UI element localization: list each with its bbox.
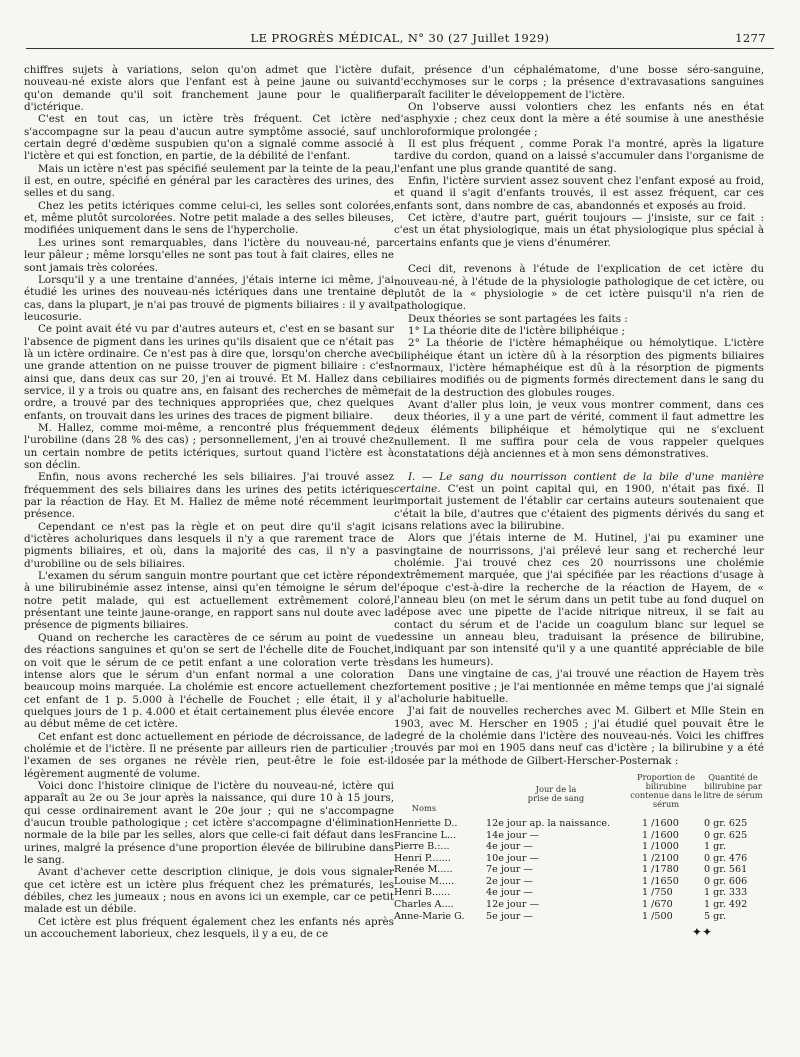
paragraph: Voici donc l'histoire clinique de l'ictère du nouveau-né, ictère qui apparaît au 2e ou 3e jour après la naissance, qui dure 10 à 15 jours, qui cesse ordinairement avant le 20e jour ; qui ne s'accompagne d'aucun trouble pathologique ; cet ictère s'accompagne d'élimination normale de la bile par les selles, alors que celle-ci fait défaut dans les urines, malgré la présence d'une proportion élevée de bilirubine dans le sang. xyxy=(24,779,394,866)
table-row xyxy=(394,853,764,865)
cell-day: 12e jour ap. la naissance. xyxy=(486,817,611,829)
cell-name: Henri P....... xyxy=(394,852,451,864)
cell-day: 7e jour — xyxy=(486,864,533,876)
paragraph: 2° La théorie de l'ictère hémaphéique ou hémolytique. L'ictère biliphéique étant un ictère dû à la résorption des pigments biliaires normaux, l'ictère hémaphéique est dû à la résorption de pigments biliaires modifiés ou de pigments formés directement dans le sang du fait de la destruction des globules rouges. xyxy=(394,337,764,399)
paragraph: chiffres sujets à variations, selon qu'on admet que l'ictère du nouveau-né existe alors que l'enfant est à peine jaune ou suivant qu'on demande qu'il soit franchement jaune pour le qualifier d'ictérique. xyxy=(24,64,394,114)
table-row xyxy=(394,911,764,923)
paragraph: J'ai fait de nouvelles recherches avec M. Gilbert et Mlle Stein en 1903, avec M. Herscher en 1905 ; j'ai étudié quel pouvait être le degré de la cholémie dans l'ictère des nouveau-nés. Voici les chiffres trouvés par moi en 1905 dans neuf cas d'ictère ; la bilirubine y a été dosée par la méthode de Gilbert-Herscher-Posternak : xyxy=(394,705,764,767)
paragraph: Quand on recherche les caractères de ce sérum au point de vue des réactions sanguines et qu'on se sert de l'échelle dite de Fouchet, on voit que le sérum de ce petit enfant a une coloration verte très intense alors que le sérum d'un enfant normal a une coloration beaucoup moins marquée. La cholémie est encore actuellement chez cet enfant de 1 p. 5.000 à l'échelle de Fouchet ; elle était, il y a quelques jours de 1 p. 4.000 et était certainement plus élevée encore au début même de cet ictère. xyxy=(24,631,394,731)
cell-quantity: 1 gr. 492 xyxy=(704,899,748,911)
paragraph: M. Hallez, comme moi-même, a rencontré plus fréquemment de l'urobiline (dans 28 % des cas) ; personnellement, j'en ai trouvé chez un certain nombre de petits ictériques, surtout quand l'ictère est à son déclin. xyxy=(24,421,394,471)
table-header xyxy=(394,773,764,818)
paragraph: On l'observe aussi volontiers chez les enfants nés en état d'asphyxie ; chez ceux dont la mère a été soumise à une anesthésie chloroformique prolongée ; xyxy=(394,101,764,138)
paragraph: Avant d'achever cette description clinique, je dois vous signaler que cet ictère est un ictère plus fréquent chez les prématurés, les débiles, chez les jumeaux ; nous en avons ici un exemple, car ce petit malade est un débile. xyxy=(24,866,394,916)
paragraph: C'est en tout cas, un ictère très fréquent. Cet ictère ne s'accompagne sur la peau d'aucun autre symptôme associé, sauf un certain degré d'œdème suspubien qu'on a signalé comme associé à l'ictère et qui est fonction, en partie, de la débilité de l'enfant. xyxy=(24,113,394,163)
paragraph: fait, présence d'un céphalématome, d'une bosse séro-sanguine, d'ecchymoses sur le corps ; la présence d'extravasations sanguines paraît faciliter le développement de l'ictère. xyxy=(394,64,764,101)
right-paragraphs-mid xyxy=(394,263,764,461)
table-row xyxy=(394,818,764,830)
header-quantity: Quantité de bilirubine par litre de sérum xyxy=(703,771,763,800)
cell-proportion: 1 /1600 xyxy=(642,817,679,829)
cell-day: 12e jour — xyxy=(486,899,540,911)
left-column xyxy=(24,64,394,940)
cell-quantity: 1 gr. xyxy=(704,841,726,853)
cell-quantity: 0 gr. 625 xyxy=(704,829,748,841)
cell-proportion: 1 /2100 xyxy=(642,852,679,864)
right-paragraphs-low xyxy=(394,532,764,767)
cell-day: 10e jour — xyxy=(486,852,540,864)
cell-proportion: 1 /1650 xyxy=(642,875,679,887)
paragraph: Cet ictère est plus fréquent également chez les enfants nés après un accouchement laborieux, chez lesquels, il y a eu, de ce xyxy=(24,915,394,941)
paragraph: Cependant ce n'est pas la règle et on peut dire qu'il s'agit ici d'ictères acholuriques dans lesquels il n'y a que rarement trace de pigments biliaires, et où, dans la majorité des cas, il n'y a pas d'urobiline ou de sels biliaires. xyxy=(24,520,394,570)
paragraph: Enfin, nous avons recherché les sels biliaires. J'ai trouvé assez fréquemment des sels biliaires dans les urines des petits ictériques par la réaction de Hay. Et M. Hallez de même noté récemment leur présence. xyxy=(24,471,394,521)
paragraph: Dans une vingtaine de cas, j'ai trouvé une réaction de Hayem très fortement positive ; je l'ai mentionnée en même temps que j'ai signalé l'acholurie habituelle. xyxy=(394,668,764,705)
table-row xyxy=(394,830,764,842)
cell-day: 14e jour — xyxy=(486,829,540,841)
paragraph: Chez les petits ictériques comme celui-ci, les selles sont colorées, et, même plutôt surcolorées. Notre petit malade a des selles bileuses, modifiées uniquement dans le sens de l'hypercholie. xyxy=(24,199,394,237)
cell-day: 4e jour — xyxy=(486,887,533,899)
right-paragraphs-top xyxy=(394,64,764,249)
running-header xyxy=(26,30,774,49)
paragraph: 1° La théorie dite de l'ictère biliphéique ; xyxy=(408,324,626,337)
cell-quantity: 0 gr. 561 xyxy=(704,864,748,876)
cell-day: 2e jour — xyxy=(486,875,533,887)
header-name: Noms xyxy=(411,802,437,813)
cell-day: 4e jour — xyxy=(486,841,533,853)
cell-proportion: 1 /1780 xyxy=(642,864,679,876)
cell-proportion: 1 /500 xyxy=(642,910,673,922)
paragraph: Enfin, l'ictère survient assez souvent chez l'enfant exposé au froid, et quand il s'agit d'enfants trouvés, il est assez fréquent, car ces enfants sont, dans nombre de cas, abandonnés et exposés au froid. xyxy=(394,175,764,212)
table-body xyxy=(394,818,764,922)
cell-name: Henriette D.. xyxy=(394,817,458,829)
header-day: Jour de la prise de sang xyxy=(527,783,585,803)
table-row xyxy=(394,876,764,888)
paragraph: Cet ictère, d'autre part, guérit toujours — j'insiste, sur ce fait : c'est un état physiologique, mais un état physiologique plus spécial à certains enfants que je viens d'énumérer. xyxy=(394,212,764,249)
cell-name: Anne-Marie G. xyxy=(394,910,465,922)
cell-proportion: 1 /1600 xyxy=(642,829,679,841)
bilirubin-table xyxy=(394,773,764,922)
cell-name: Renée M..... xyxy=(394,864,453,876)
table-row xyxy=(394,887,764,899)
end-mark: ✦✦ xyxy=(691,925,712,940)
paragraph: Il est plus fréquent , comme Porak l'a montré, après la ligature tardive du cordon, quand on a laissé s'accumuler dans l'organisme de l'enfant une plus grande quantité de sang. xyxy=(394,138,764,175)
section-heading-rest: C'est un point capital qui, en 1900, n'était pas fixé. Il importait justement de l'établir car certains auteurs soutenaient que c'était la bile, d'autres que c'étaient des pigments dérivés du sang et sans relations avec la bilirubine. xyxy=(394,483,764,533)
table-row xyxy=(394,864,764,876)
paragraph: Deux théories se sont partagées les faits : xyxy=(408,312,628,325)
paragraph: L'examen du sérum sanguin montre pourtant que cet ictère répond à une bilirubinémie assez intense, ainsi qu'en témoigne le sérum de notre petit malade, qui est actuellement extrêmement coloré, présentant une teinte jaune-orange, en rapport sans nul doute avec la présence de pigments biliaires. xyxy=(24,570,394,632)
cell-day: 5e jour — xyxy=(486,910,533,922)
cell-name: Francine L... xyxy=(394,829,457,841)
cell-quantity: 0 gr. 606 xyxy=(704,875,748,887)
table-row xyxy=(394,899,764,911)
cell-quantity: 1 gr. 333 xyxy=(704,887,748,899)
cell-name: Pierre B.:... xyxy=(394,841,450,853)
header-proportion: Proportion de bilirubine contenue dans le sérum xyxy=(630,771,702,809)
section-heading: I. — Le sang du nourrisson contient de la bile d'une manière certaine. xyxy=(394,470,764,495)
cell-proportion: 1 /670 xyxy=(642,899,673,911)
cell-quantity: 0 gr. 625 xyxy=(704,817,748,829)
paragraph: Alors que j'étais interne de M. Hutinel, j'ai pu examiner une vingtaine de nourrissons, j'ai prélevé leur sang et recherché leur cholémie. J'ai trouvé chez ces 20 nourrissons une cholémie extrêmement marquée, que j'ai spécifiée par les réactions d'usage à l'époque c'est-à-dire la recherche de la réaction de Hayem, de « l'anneau bleu (on met le sérum dans un petit tube au fond duquel on dépose avec une pipette de l'acide nitrique nitreux, il se fait au contact du sérum et de l'acide un coagulum blanc sur lequel se dessine un anneau bleu, traduisant la présence de bilirubine, indiquant par son intensité qu'il y a une quantité appréciable de bile dans les humeurs). xyxy=(394,532,764,668)
paragraph: Cet enfant est donc actuellement en période de décroissance, de la cholémie et de l'ictère. Il ne présente par ailleurs rien de particulier ; l'examen de ses organes ne révèle rien, peut-être le foie est-il légèrement augmenté de volume. xyxy=(24,730,394,780)
cell-quantity: 0 gr. 476 xyxy=(704,852,748,864)
paragraph: Mais un ictère n'est pas spécifié seulement par la teinte de la peau, il est, en outre, spécifié en général par les caractères des urines, des selles et du sang. xyxy=(24,162,394,200)
paragraph: Lorsqu'il y a une trentaine d'années, j'étais interne ici même, j'ai étudié les urines des nouveau-nés ictériques dans une trentaine de cas, dans la plupart, je n'ai pas trouvé de pigments biliaires : il y avait leucosurie. xyxy=(24,273,394,323)
section-heading-paragraph xyxy=(394,471,764,533)
paragraph: Ce point avait été vu par d'autres auteurs et, c'est en se basant sur l'absence de pigment dans les urines qu'ils disaient que ce n'était pas là un ictère ordinaire. Ce n'est pas à dire que, lorsqu'on cherche avec une grande attention on ne puisse trouver de pigment biliaire : c'est ainsi que, dans deux cas sur 20, j'en ai trouvé. Et M. Hallez dans ce service, il y a trois ou quatre ans, en faisant des recherches de même ordre, a trouvé par des techniques appropriées que, chez quelques enfants, on trouvait dans les urines des traces de pigment biliaire. xyxy=(24,323,394,422)
right-column xyxy=(394,64,764,939)
paragraph: Avant d'aller plus loin, je veux vous montrer comment, dans ces deux théories, il y a une part de vérité, comment il faut admettre les deux éléments biliphéique et hémolytique qui ne s'excluent nullement. Il me suffira pour cela de vous rappeler quelques constatations déjà anciennes et à mon sens démonstratives. xyxy=(394,398,764,461)
cell-name: Louise M..... xyxy=(394,875,455,887)
cell-name: Charles A.... xyxy=(394,899,454,911)
cell-proportion: 1 /1000 xyxy=(642,841,679,853)
cell-name: Henri B...... xyxy=(394,887,451,899)
journal-title: LE PROGRÈS MÉDICAL, N° 30 (27 Juillet 1929) xyxy=(250,31,550,45)
paragraph: Ceci dit, revenons à l'étude de l'explication de cet ictère du nouveau-né, à l'étude de la physiologie pathologique de cet ictère, ou plutôt de la « physiologie » de cet ictère puisqu'il n'a rien de pathologique. xyxy=(394,263,764,313)
page-number: 1277 xyxy=(735,31,766,45)
table-row xyxy=(394,841,764,853)
cell-proportion: 1 /750 xyxy=(642,887,673,899)
paragraph: Les urines sont remarquables, dans l'ictère du nouveau-né, par leur pâleur ; même lorsqu'elles ne sont pas tout à fait claires, elles ne sont jamais très colorées. xyxy=(24,236,394,274)
cell-quantity: 5 gr. xyxy=(704,910,726,922)
